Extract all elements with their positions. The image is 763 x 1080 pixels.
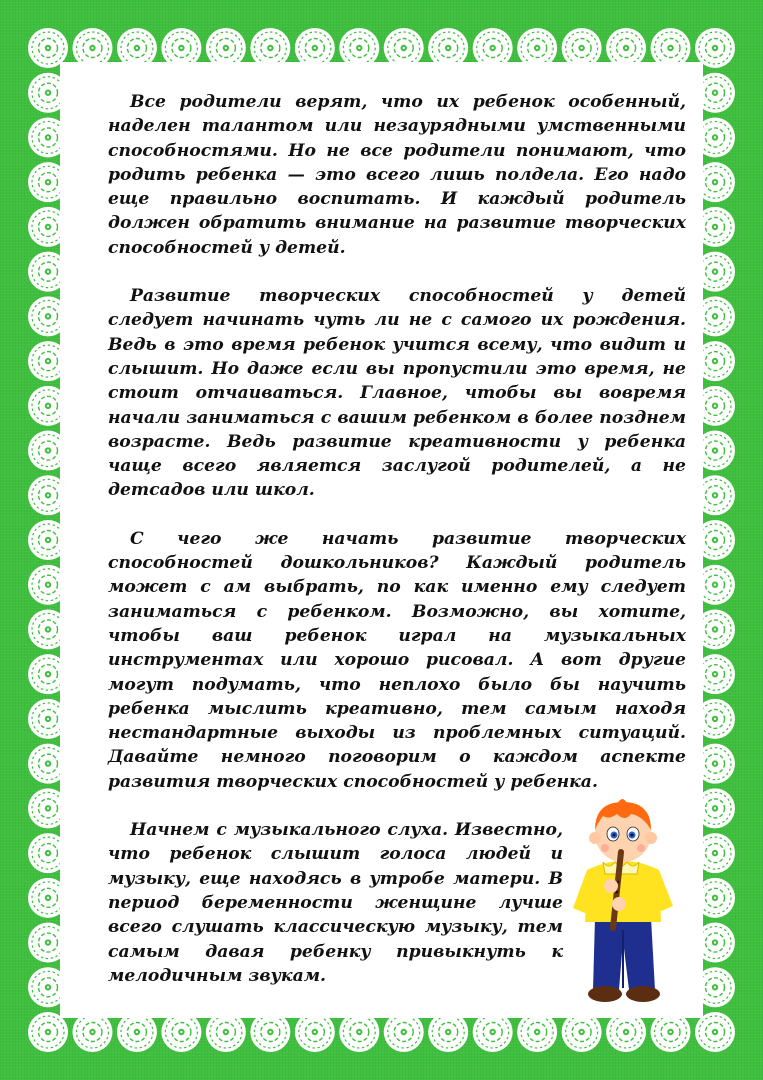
lace-flower-icon <box>72 1012 112 1052</box>
lace-flower-icon <box>206 1012 246 1052</box>
lace-flower-icon <box>384 1012 424 1052</box>
paragraph-3: С чего же начать развитие творческих способностей дошкольников? Каждый родитель может с ам выбрать, по как именно ему следует заниматься с ребенком. Возможно, вы хотите, чтобы ваш ребенок играл на музыкальных инструментах или хорошо рисовал. А вот другие могут подумать, что неплохо было бы научить ребенка мыслить креативно, тем самым находя нестандартные выходы из проблемных ситуаций. Давайте немного поговорим о каждом аспекте развития творческих способностей у ребенка. <box>108 528 686 792</box>
lace-flower-icon <box>651 1012 691 1052</box>
lace-flower-icon <box>562 1012 602 1052</box>
lace-flower-icon <box>250 1012 290 1052</box>
lace-flower-icon <box>339 1012 379 1052</box>
lace-flower-icon <box>517 1012 557 1052</box>
paragraph-4: Начнем с музыкального слуха. Известно, что ребенок слышит голоса людей и музыку, еще находясь в утробе матери. В период беременности женщине лучше всего слушать классическую музыку, тем самым давая ребенку привыкнуть к мелодичным звукам. <box>108 820 563 986</box>
boy-playing-flute-icon <box>565 790 680 1010</box>
lace-flower-icon <box>295 1012 335 1052</box>
lace-flower-icon <box>428 1012 468 1052</box>
lace-flower-icon <box>161 1012 201 1052</box>
lace-flower-icon <box>695 1012 735 1052</box>
lace-flower-icon <box>606 1012 646 1052</box>
lace-flower-icon <box>28 1012 68 1052</box>
lace-flower-icon <box>473 1012 513 1052</box>
lace-flower-icon <box>117 1012 157 1052</box>
paragraph-2: Развитие творческих способностей у детей следует начинать чуть ли не с самого их рождения. Ведь в это время ребенок учится всему, что видит и слышит. Но даже если вы пропустили это время, не стоит отчаиваться. Главное, чтобы вы вовремя начали заниматься с вашим ребенком в более позднем возрасте. Ведь развитие креативности у ребенка чаще всего является заслугой родителей, а не детсадов или школ. <box>108 286 686 501</box>
paragraph-1: Все родители верят, что их ребенок особенный, наделен талантом или незаурядными умственными способностями. Но не все родители понимают, что родить ребенка — это всего лишь полдела. Его надо еще правильно воспитать. И каждый родитель должен обратить внимание на развитие творческих способностей у детей. <box>108 92 686 258</box>
